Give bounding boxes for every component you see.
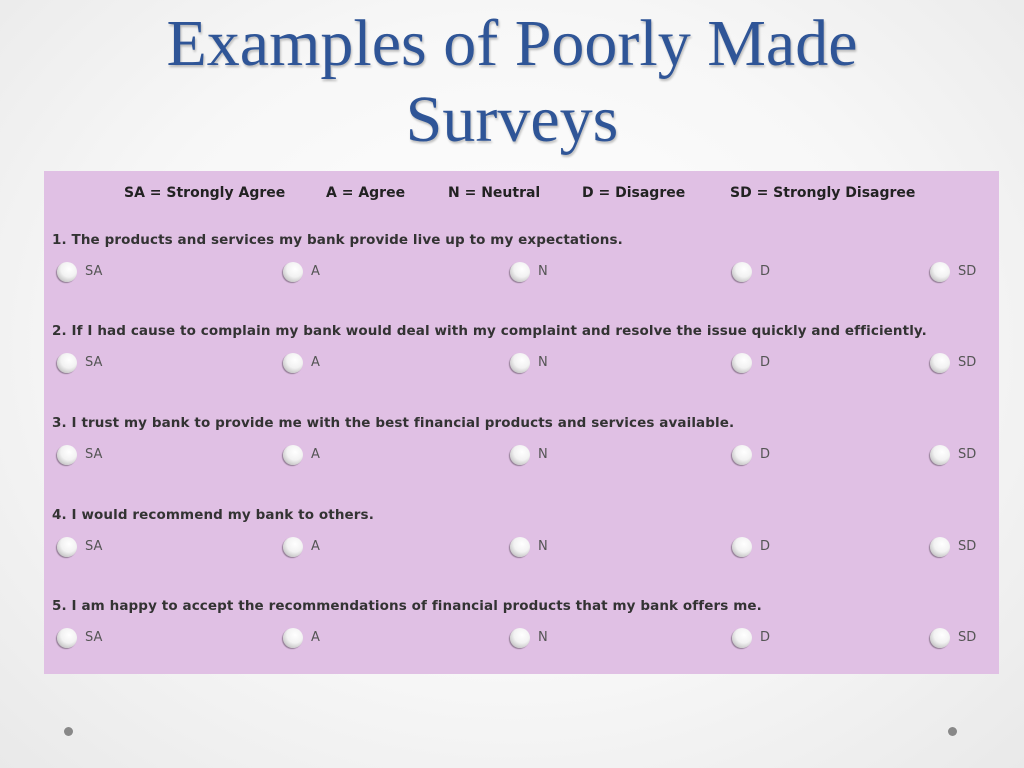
slide-title: [0, 6, 1024, 158]
radio-button[interactable]: [930, 353, 950, 373]
option-label: D: [760, 539, 771, 554]
radio-button[interactable]: [283, 445, 303, 465]
option-label: N: [538, 264, 548, 279]
option-label: N: [538, 355, 548, 370]
bottom-left-dot: [64, 727, 73, 736]
legend-disagree: D = Disagree: [582, 185, 686, 201]
radio-button[interactable]: [732, 445, 752, 465]
option-label: SA: [85, 630, 103, 645]
option-label: SA: [85, 539, 103, 554]
survey-question-4: [52, 507, 997, 567]
survey-form: [44, 171, 999, 674]
radio-button[interactable]: [510, 628, 530, 648]
radio-button[interactable]: [57, 262, 77, 282]
option-label: N: [538, 539, 548, 554]
option-label: SA: [85, 264, 103, 279]
question-text: 1. The products and services my bank provide live up to my expectations.: [52, 232, 623, 248]
survey-question-2: [52, 323, 997, 383]
legend-neutral: N = Neutral: [448, 185, 541, 201]
option-label: SA: [85, 447, 103, 462]
radio-button[interactable]: [57, 445, 77, 465]
option-label: A: [311, 264, 320, 279]
question-text: 4. I would recommend my bank to others.: [52, 507, 374, 523]
slide-title-line-1: Examples of Poorly Made: [166, 7, 858, 80]
radio-button[interactable]: [732, 628, 752, 648]
bottom-right-dot: [948, 727, 957, 736]
question-text: 2. If I had cause to complain my bank would deal with my complaint and resolve the issue quickly and efficiently.: [52, 323, 927, 339]
option-label: SD: [958, 447, 977, 462]
radio-button[interactable]: [732, 353, 752, 373]
question-text: 5. I am happy to accept the recommendations of financial products that my bank offers me.: [52, 598, 762, 614]
radio-button[interactable]: [57, 628, 77, 648]
option-label: A: [311, 447, 320, 462]
option-label: D: [760, 447, 771, 462]
radio-button[interactable]: [930, 628, 950, 648]
option-label: SD: [958, 264, 977, 279]
survey-question-1: [52, 232, 997, 292]
survey-question-3: [52, 415, 997, 475]
radio-button[interactable]: [283, 353, 303, 373]
radio-button[interactable]: [930, 262, 950, 282]
radio-button[interactable]: [732, 537, 752, 557]
radio-button[interactable]: [510, 445, 530, 465]
radio-button[interactable]: [930, 445, 950, 465]
legend-agree: A = Agree: [326, 185, 406, 201]
option-label: D: [760, 264, 771, 279]
option-label: SD: [958, 630, 977, 645]
radio-button[interactable]: [510, 262, 530, 282]
radio-button[interactable]: [732, 262, 752, 282]
radio-button[interactable]: [283, 262, 303, 282]
option-label: A: [311, 630, 320, 645]
option-label: N: [538, 447, 548, 462]
radio-button[interactable]: [57, 353, 77, 373]
radio-button[interactable]: [510, 353, 530, 373]
rating-legend: [44, 185, 999, 205]
option-label: A: [311, 355, 320, 370]
radio-button[interactable]: [930, 537, 950, 557]
radio-button[interactable]: [57, 537, 77, 557]
option-label: N: [538, 630, 548, 645]
legend-strongly-agree: SA = Strongly Agree: [124, 185, 286, 201]
legend-strongly-disagree: SD = Strongly Disagree: [730, 185, 916, 201]
option-label: D: [760, 355, 771, 370]
survey-question-5: [52, 598, 997, 658]
slide-title-line-2: Surveys: [405, 83, 619, 156]
radio-button[interactable]: [510, 537, 530, 557]
radio-button[interactable]: [283, 628, 303, 648]
option-label: SD: [958, 539, 977, 554]
option-label: SD: [958, 355, 977, 370]
option-label: D: [760, 630, 771, 645]
question-text: 3. I trust my bank to provide me with the best financial products and services available.: [52, 415, 735, 431]
option-label: A: [311, 539, 320, 554]
radio-button[interactable]: [283, 537, 303, 557]
option-label: SA: [85, 355, 103, 370]
